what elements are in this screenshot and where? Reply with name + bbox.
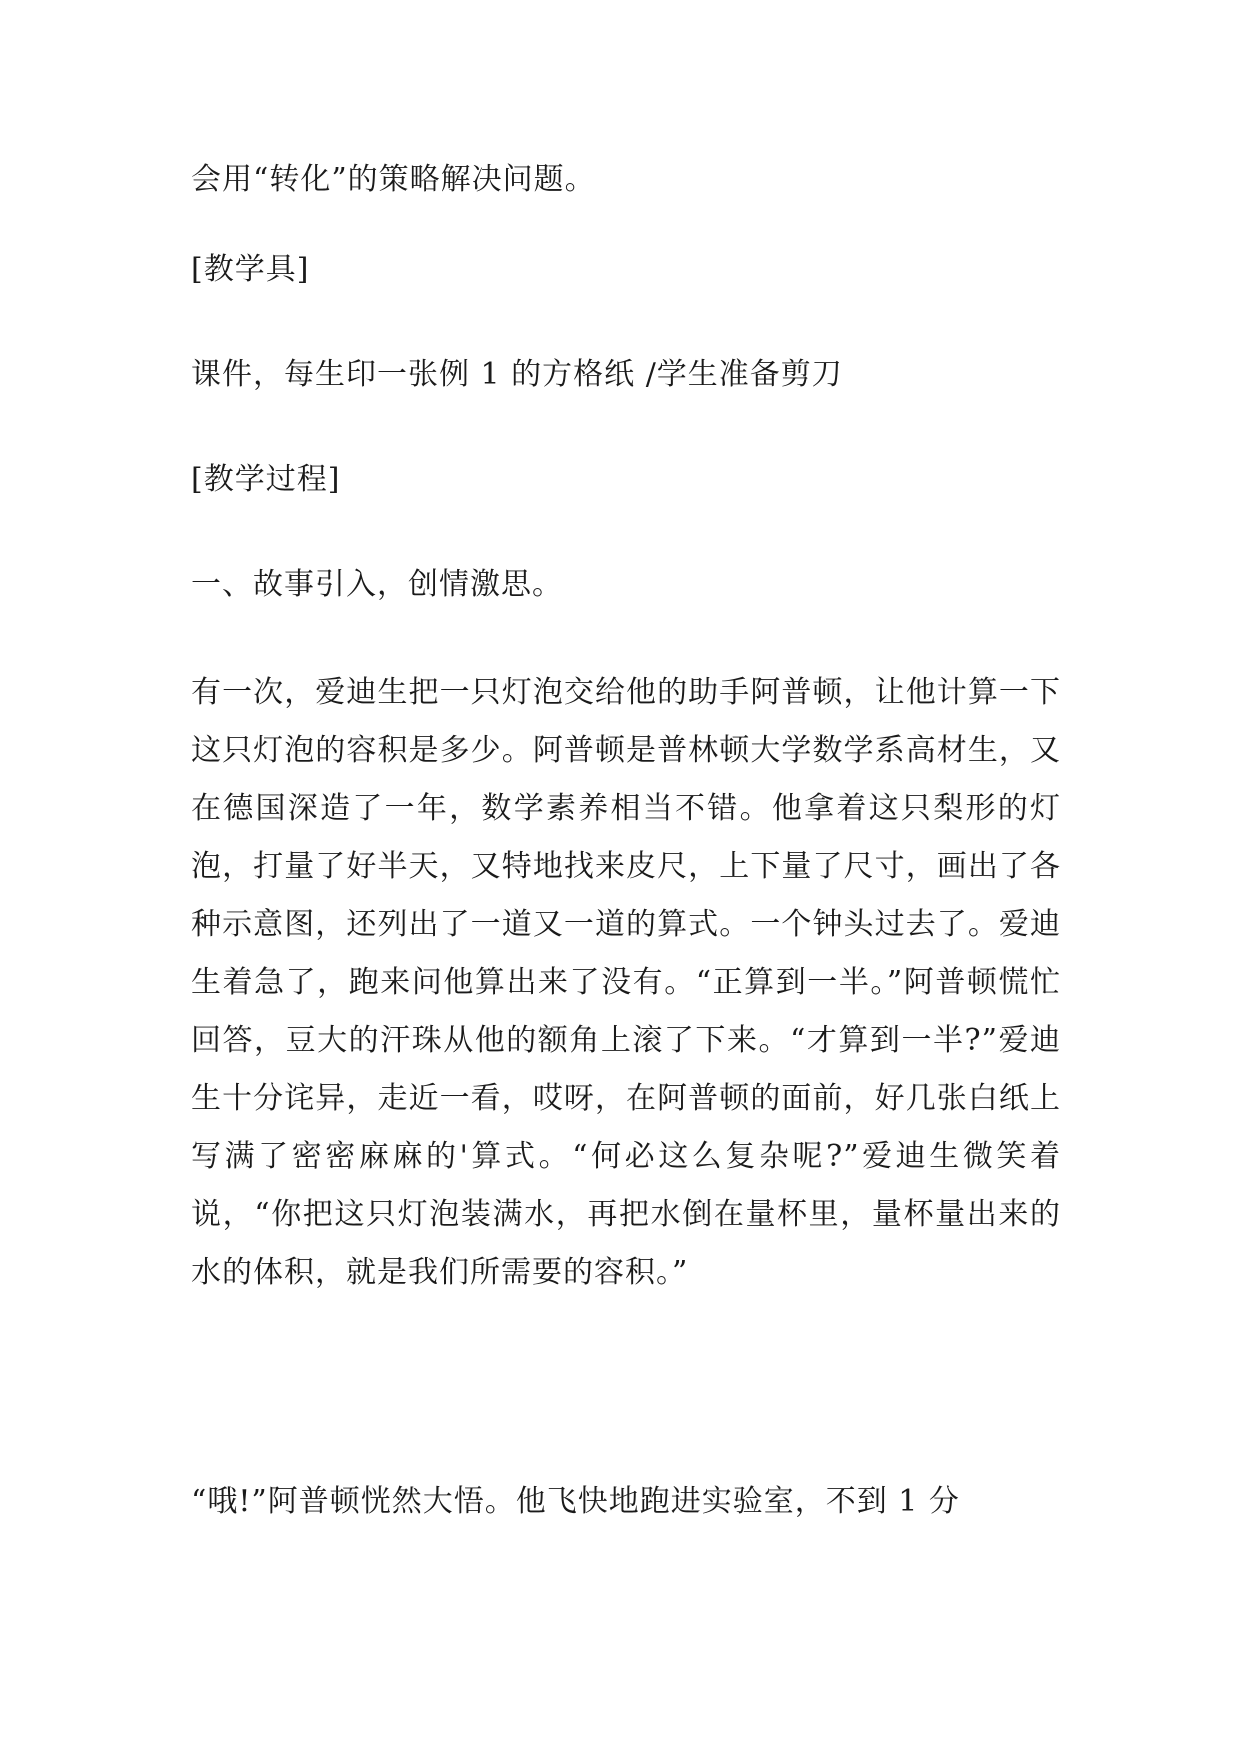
heading-teaching-tools: [教学具] (191, 252, 310, 287)
last-line: “哦!”阿普顿恍然大悟。他飞快地跑进实验室，不到 1 分 (191, 1484, 960, 1519)
section-1-title: 一、故事引入，创情激思。 (191, 567, 563, 602)
teaching-tools-text: 课件，每生印一张例 1 的方格纸 /学生准备剪刀 (191, 357, 843, 392)
story-paragraph: 有一次，爱迪生把一只灯泡交给他的助手阿普顿，让他计算一下这只灯泡的容积是多少。阿普顿是普林顿大学数学系高材生，又在德国深造了一年，数学素养相当不错。他拿着这只梨形的灯泡，打量了好半天，又特地找来皮尺，上下量了尺寸，画出了各种示意图，还列出了一道又一道的算式。一个钟头过去了。爱迪生着急了，跑来问他算出来了没有。“正算到一半。”阿普顿慌忙回答，豆大的汗珠从他的额角上滚了下来。“才算到一半?”爱迪生十分诧异，走近一看，哎呀，在阿普顿的面前，好几张白纸上写满了密密麻麻的'算式。“何必这么复杂呢?”爱迪生微笑着说，“你把这只灯泡装满水，再把水倒在量杯里，量杯量出来的水的体积，就是我们所需要的容积。” (191, 675, 1061, 1290)
heading-teaching-process: [教学过程] (191, 462, 341, 497)
intro-line: 会用“转化”的策略解决问题。 (191, 162, 596, 197)
